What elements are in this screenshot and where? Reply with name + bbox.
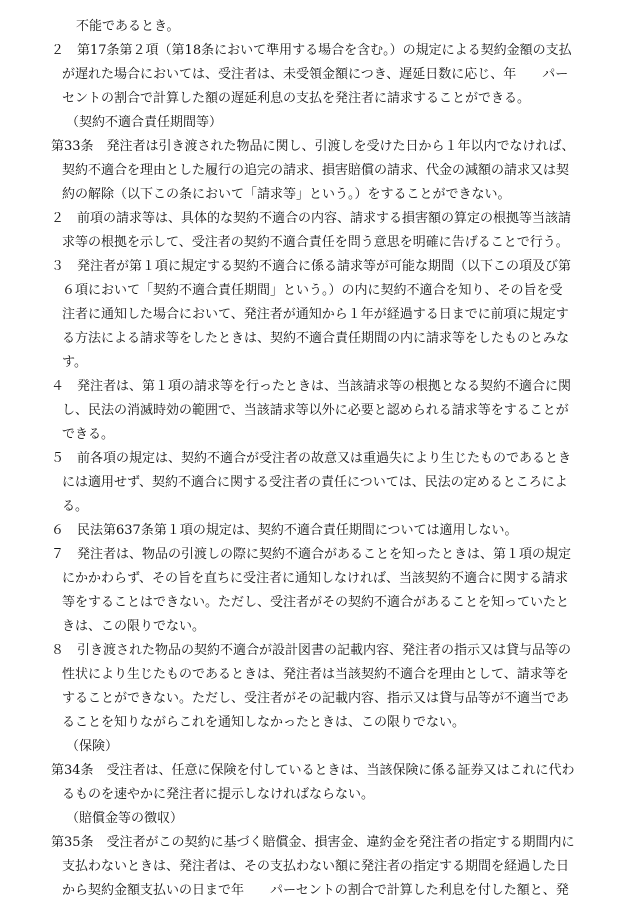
article-35-line-3: から契約金額支払いの日まで年 パーセントの割合で計算した利息を付した額と、発 [62, 883, 569, 898]
article-33-p7-line-4: きは、この限りでない。 [62, 619, 206, 634]
article-33-p3-line-4: る方法による請求等をしたときは、契約不適合責任期間の内に請求等をしたものとみな [62, 331, 570, 346]
article-33-p4-line-2: し、民法の消滅時効の範囲で、当該請求等以外に必要と認められる請求等をすることが [62, 403, 569, 418]
article-35-line-2: 支払わないときは、発注者は、その支払わない額に発注者の指定する期間を経過した日 [62, 859, 570, 874]
article-35-line-1: 第35条 受注者がこの契約に基づく賠償金、損害金、違約金を発注者の指定する期間内に [51, 835, 575, 850]
article-33-p5-line-1: ５ 前各項の規定は、契約不適合が受注者の故意又は重過失により生じたものであるとき [51, 451, 572, 466]
article-33-p3-line-3: 注者に通知した場合において、発注者が通知から１年が経過する日までに前項に規定す [62, 307, 569, 322]
article-34-line-2: るものを速やかに発注者に提示しなければならない。 [62, 787, 375, 802]
article-33-p3-line-2: ６項において「契約不適合責任期間」という。）の内に契約不適合を知り、その旨を受 [62, 283, 563, 298]
article-33-p5-line-3: る。 [62, 499, 89, 514]
article-34-line-1: 第34条 受注者は、任意に保険を付しているときは、当該保険に係る証券又はこれに代わ [51, 763, 575, 778]
article-33-p4-line-3: できる。 [62, 427, 115, 442]
article-33-p3-line-1: ３ 発注者が第１項に規定する契約不適合に係る請求等が可能な期間（以下この項及び第 [51, 259, 572, 274]
heading-insurance: （保険） [66, 739, 119, 754]
article-33-p4-line-1: ４ 発注者は、第１項の請求等を行ったときは、当該請求等の根拠となる契約不適合に関 [51, 379, 572, 394]
article-33-p2-line-1: ２ 前項の請求等は、具体的な契約不適合の内容、請求する損害額の算定の根拠等当該請 [51, 211, 572, 226]
article-33-p5-line-2: には適用せず、契約不適合に関する受注者の責任については、民法の定めるところによ [62, 475, 568, 490]
article-33-p8-line-3: することができない。ただし、受注者がその記載内容、指示又は貸与品等が不適当であ [62, 691, 570, 706]
article-33-line-2: 契約不適合を理由とした履行の追完の請求、損害賠償の請求、代金の減額の請求又は契 [62, 163, 570, 178]
article-33-p7-line-1: ７ 発注者は、物品の引渡しの際に契約不適合があることを知ったときは、第１項の規定 [51, 547, 572, 562]
text-line-1: 不能であるとき。 [76, 19, 180, 34]
article-33-p7-line-2: にかかわらず、その旨を直ちに受注者に通知しなければ、当該契約不適合に関する請求 [62, 571, 568, 586]
article-33-p6-line-1: ６ 民法第637条第１項の規定は、契約不適合責任期間については適用しない。 [51, 523, 518, 538]
text-line-4: セントの割合で計算した額の遅延利息の支払を発注者に請求することができる。 [62, 91, 531, 106]
heading-compensation-collection: （賠償金等の徴収） [66, 811, 184, 826]
article-33-p7-line-3: 等をすることはできない。ただし、受注者がその契約不適合があることを知っていたと [62, 595, 570, 610]
article-33-p8-line-2: 性状により生じたものであるときは、発注者は当該契約不適合を理由として、請求等を [62, 667, 569, 682]
article-33-p8-line-1: ８ 引き渡された物品の契約不適合が設計図書の記載内容、発注者の指示又は貸与品等の [51, 643, 572, 658]
article-33-p8-line-4: ることを知りながらこれを通知しなかったときは、この限りでない。 [62, 715, 466, 730]
heading-liability-period: （契約不適合責任期間等） [66, 115, 223, 130]
article-33-p2-line-2: 求等の根拠を示して、受注者の契約不適合責任を問う意思を明確に告げることで行う。 [62, 235, 569, 250]
article-33-line-1: 第33条 発注者は引き渡された物品に関し、引渡しを受けた日から１年以内でなければ、 [51, 139, 575, 154]
text-line-3: が遅れた場合においては、受注者は、未受領金額につき、遅延日数に応じ、年 パー [62, 67, 569, 82]
article-33-p3-line-5: す。 [62, 355, 87, 370]
text-line-2: ２ 第17条第２項（第18条において準用する場合を含む。）の規定による契約金額の支払 [51, 43, 572, 58]
article-33-line-3: 約の解除（以下この条において「請求等」という。）をすることができない。 [62, 187, 511, 202]
